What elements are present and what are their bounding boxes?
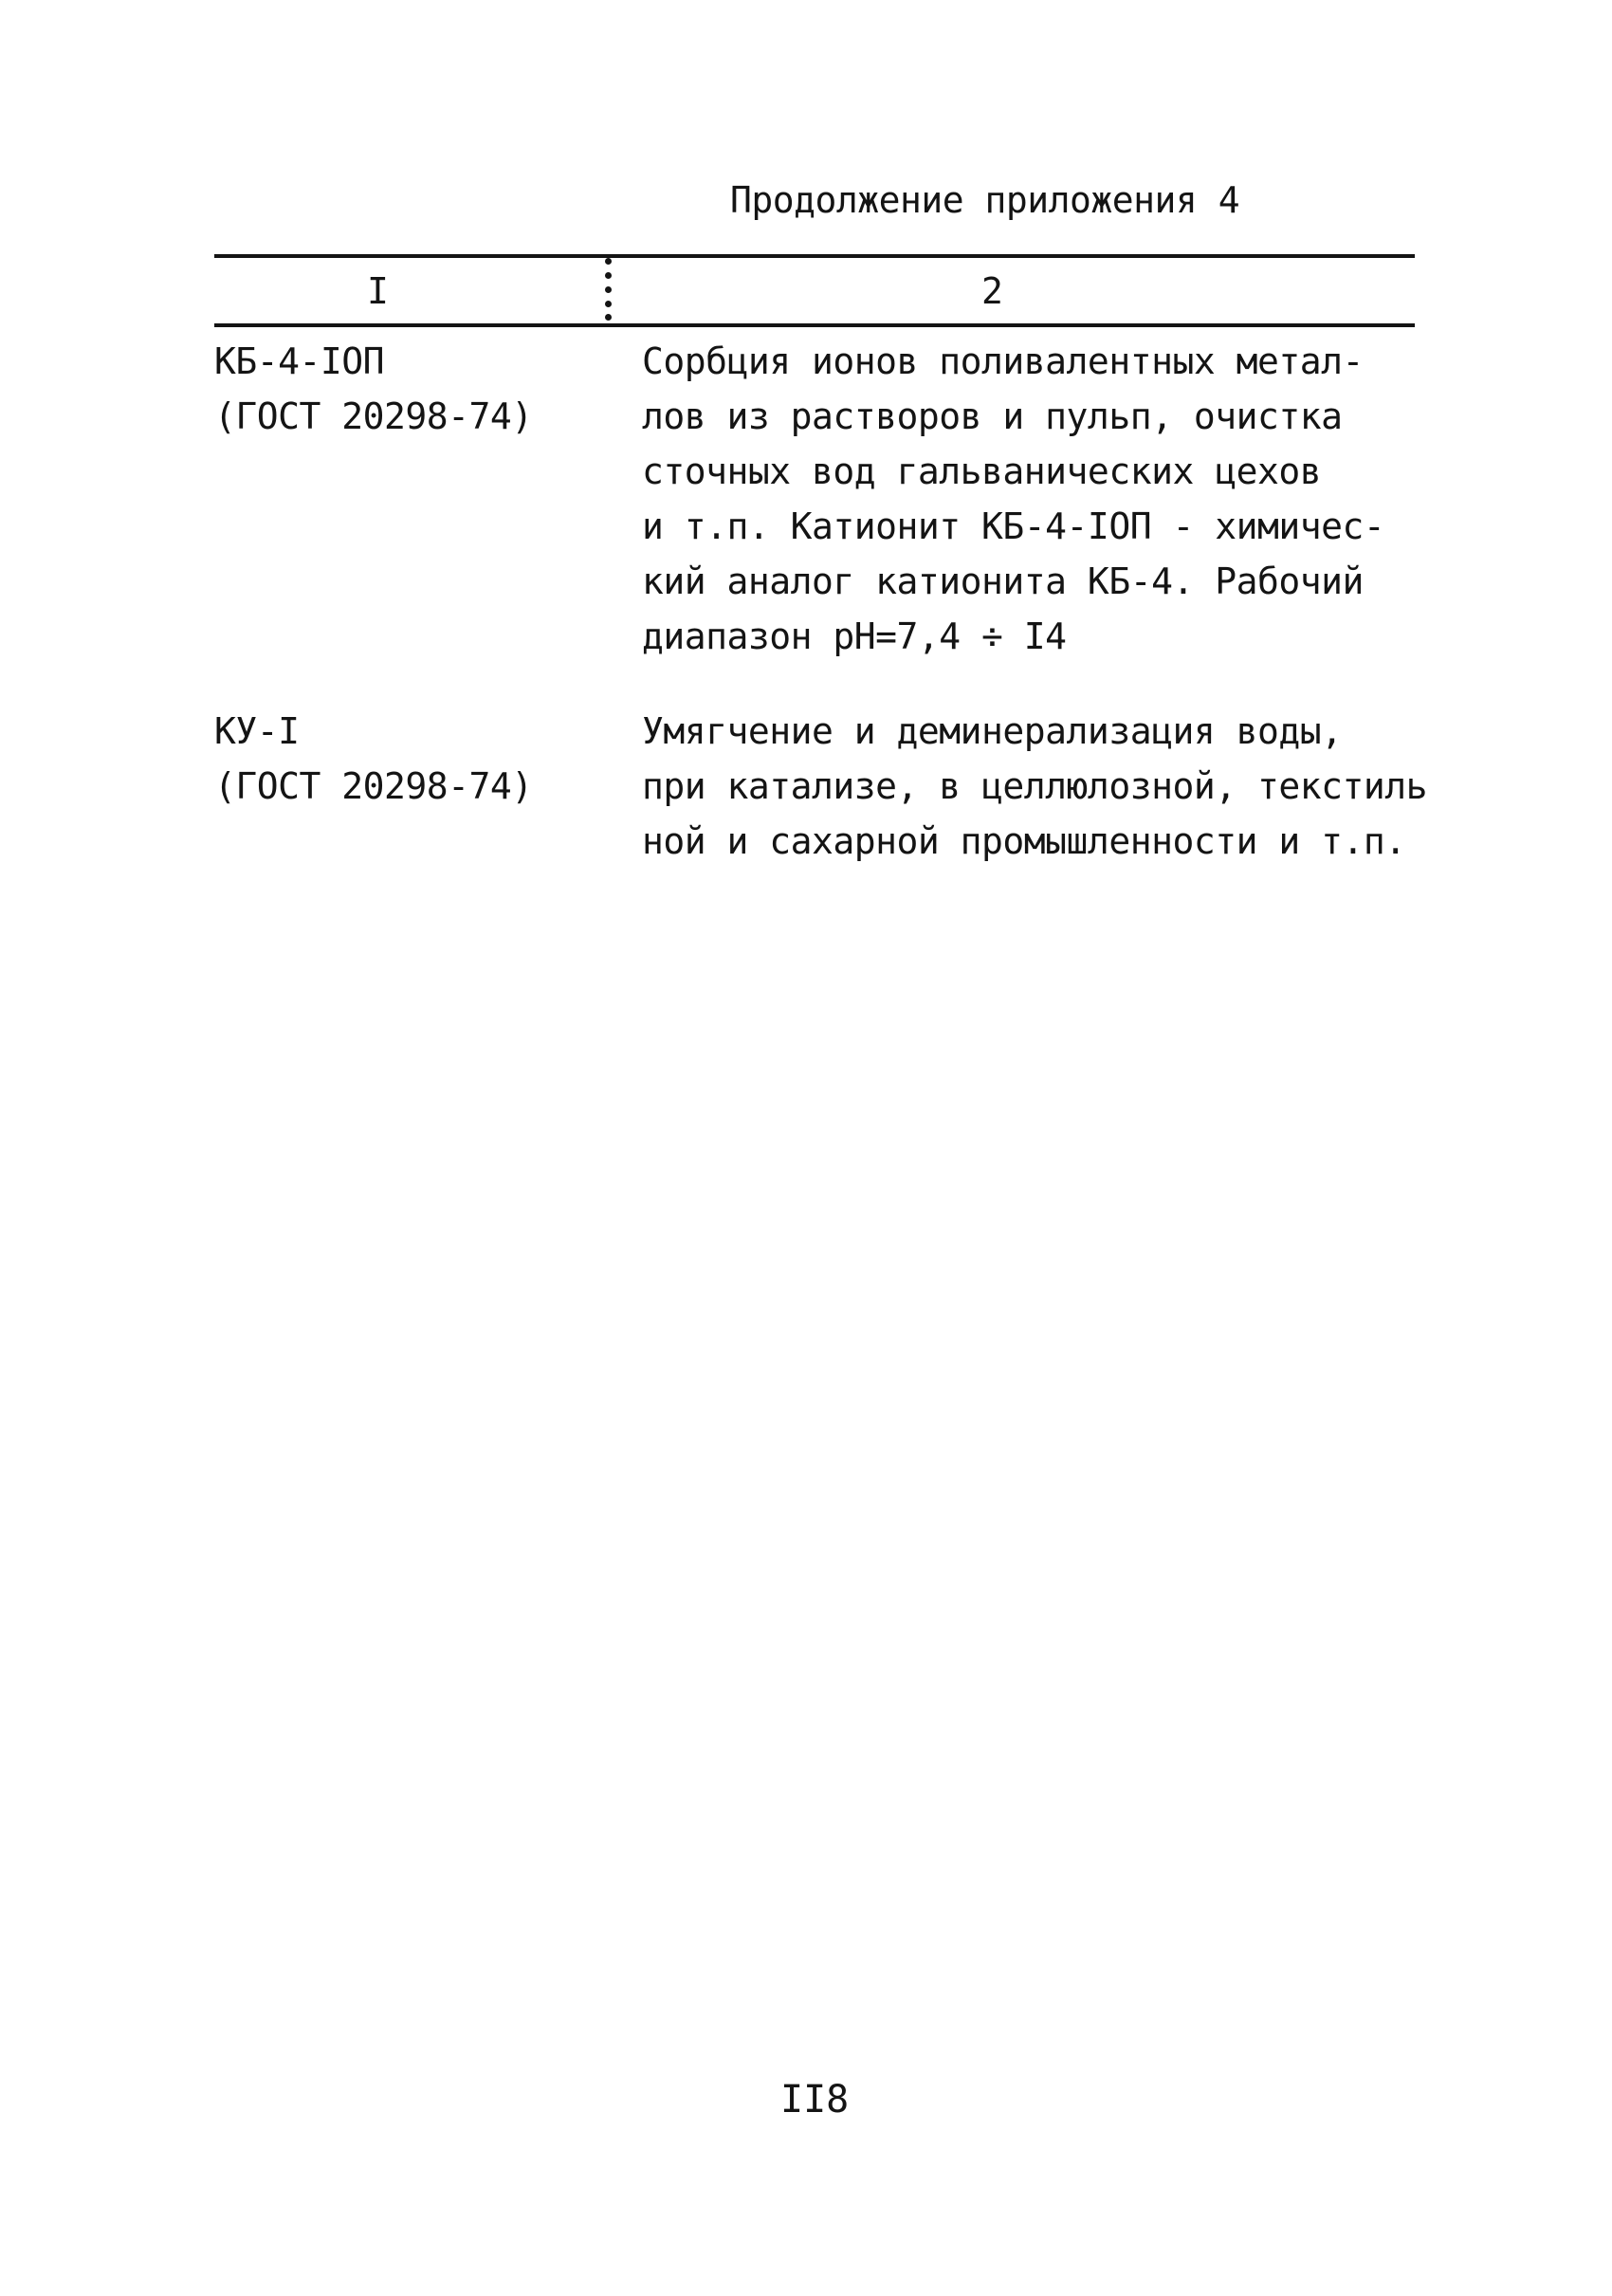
description-line: сточных вод гальванических цехов [642,450,1322,492]
column-number-2: 2 [981,270,1003,312]
table-header-rule [214,323,1415,327]
column-number-1: I [367,270,389,312]
page-number: II8 [780,2078,850,2122]
row-name [214,334,533,444]
description-line: и т.п. Катионит КБ-4-IOП - химичес- [642,505,1385,547]
page-heading: Продолжение приложения 4 [730,179,1240,221]
row-description [642,704,1427,869]
row-name-line: (ГОСТ 20298-74) [214,765,533,807]
column-divider [605,256,613,322]
table-top-rule [214,254,1415,258]
description-line: диапазон pH=7,4 ÷ I4 [642,615,1067,657]
row-name-line: КБ-4-IOП [214,340,385,382]
description-line: Умягчение и деминерализация воды, [642,710,1343,752]
row-name-line: КУ-I [214,710,300,752]
description-line: лов из растворов и пульп, очистка [642,395,1343,437]
description-line: кий аналог катионита КБ-4. Рабочий [642,560,1364,602]
row-name [214,704,533,814]
row-name-line: (ГОСТ 20298-74) [214,395,533,437]
row-description [642,334,1384,664]
description-line: ной и сахарной промышленности и т.п. [642,820,1406,862]
description-line: Сорбция ионов поливалентных метал- [642,340,1364,382]
description-line: при катализе, в целлюлозной, текстиль [642,765,1427,807]
